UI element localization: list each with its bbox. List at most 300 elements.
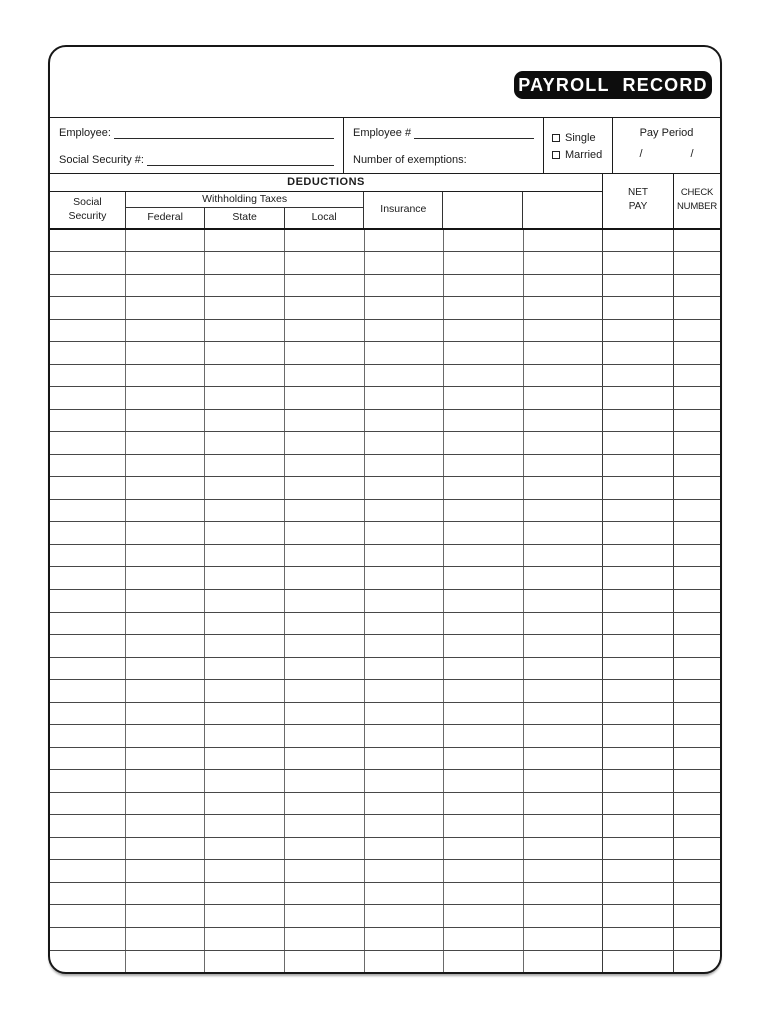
cell-withholding-state[interactable] [205,860,285,882]
cell-check-number[interactable] [674,252,720,274]
cell-deduction-blank-2[interactable] [524,275,603,297]
cell-insurance[interactable] [365,680,444,702]
cell-deduction-blank-2[interactable] [524,951,603,973]
cell-withholding-state[interactable] [205,230,285,252]
cell-social-security[interactable] [50,432,126,454]
cell-social-security[interactable] [50,905,126,927]
cell-insurance[interactable] [365,252,444,274]
cell-social-security[interactable] [50,365,126,387]
cell-check-number[interactable] [674,432,720,454]
cell-net-pay[interactable] [603,365,674,387]
cell-deduction-blank-1[interactable] [444,297,524,319]
cell-social-security[interactable] [50,477,126,499]
cell-social-security[interactable] [50,297,126,319]
cell-withholding-federal[interactable] [126,410,205,432]
cell-withholding-federal[interactable] [126,883,205,905]
cell-withholding-federal[interactable] [126,252,205,274]
cell-withholding-federal[interactable] [126,905,205,927]
cell-withholding-federal[interactable] [126,748,205,770]
cell-withholding-federal[interactable] [126,680,205,702]
cell-deduction-blank-1[interactable] [444,522,524,544]
cell-deduction-blank-2[interactable] [524,613,603,635]
cell-social-security[interactable] [50,252,126,274]
cell-deduction-blank-1[interactable] [444,703,524,725]
cell-withholding-federal[interactable] [126,387,205,409]
cell-net-pay[interactable] [603,342,674,364]
cell-withholding-federal[interactable] [126,545,205,567]
cell-social-security[interactable] [50,793,126,815]
cell-check-number[interactable] [674,680,720,702]
cell-deduction-blank-2[interactable] [524,320,603,342]
cell-deduction-blank-2[interactable] [524,365,603,387]
cell-withholding-local[interactable] [285,432,365,454]
cell-insurance[interactable] [365,320,444,342]
cell-net-pay[interactable] [603,500,674,522]
cell-net-pay[interactable] [603,432,674,454]
cell-check-number[interactable] [674,613,720,635]
cell-deduction-blank-1[interactable] [444,275,524,297]
cell-deduction-blank-1[interactable] [444,905,524,927]
pay-period-date-field[interactable] [639,148,693,160]
cell-withholding-state[interactable] [205,455,285,477]
cell-withholding-state[interactable] [205,432,285,454]
cell-withholding-local[interactable] [285,860,365,882]
cell-deduction-blank-1[interactable] [444,410,524,432]
cell-withholding-state[interactable] [205,815,285,837]
cell-check-number[interactable] [674,748,720,770]
cell-net-pay[interactable] [603,320,674,342]
cell-deduction-blank-1[interactable] [444,432,524,454]
cell-deduction-blank-2[interactable] [524,500,603,522]
cell-net-pay[interactable] [603,613,674,635]
cell-withholding-federal[interactable] [126,658,205,680]
cell-withholding-local[interactable] [285,297,365,319]
cell-net-pay[interactable] [603,410,674,432]
cell-withholding-state[interactable] [205,252,285,274]
cell-social-security[interactable] [50,342,126,364]
cell-withholding-federal[interactable] [126,567,205,589]
cell-social-security[interactable] [50,680,126,702]
cell-social-security[interactable] [50,658,126,680]
cell-withholding-state[interactable] [205,680,285,702]
cell-deduction-blank-1[interactable] [444,455,524,477]
cell-insurance[interactable] [365,838,444,860]
cell-net-pay[interactable] [603,680,674,702]
cell-social-security[interactable] [50,500,126,522]
cell-deduction-blank-1[interactable] [444,230,524,252]
employee-number-field[interactable] [414,126,534,139]
cell-deduction-blank-1[interactable] [444,658,524,680]
cell-insurance[interactable] [365,522,444,544]
cell-deduction-blank-1[interactable] [444,613,524,635]
cell-withholding-local[interactable] [285,838,365,860]
cell-social-security[interactable] [50,928,126,950]
cell-withholding-federal[interactable] [126,793,205,815]
cell-deduction-blank-2[interactable] [524,793,603,815]
cell-deduction-blank-2[interactable] [524,252,603,274]
cell-withholding-local[interactable] [285,567,365,589]
cell-check-number[interactable] [674,567,720,589]
cell-deduction-blank-1[interactable] [444,793,524,815]
cell-withholding-federal[interactable] [126,951,205,973]
cell-social-security[interactable] [50,883,126,905]
cell-net-pay[interactable] [603,567,674,589]
cell-net-pay[interactable] [603,545,674,567]
cell-withholding-local[interactable] [285,455,365,477]
cell-social-security[interactable] [50,455,126,477]
cell-net-pay[interactable] [603,725,674,747]
cell-check-number[interactable] [674,951,720,973]
cell-withholding-state[interactable] [205,590,285,612]
cell-withholding-state[interactable] [205,838,285,860]
cell-deduction-blank-2[interactable] [524,230,603,252]
cell-deduction-blank-1[interactable] [444,748,524,770]
cell-net-pay[interactable] [603,387,674,409]
cell-withholding-local[interactable] [285,658,365,680]
cell-deduction-blank-1[interactable] [444,500,524,522]
cell-withholding-federal[interactable] [126,365,205,387]
cell-insurance[interactable] [365,387,444,409]
cell-deduction-blank-1[interactable] [444,567,524,589]
cell-withholding-state[interactable] [205,365,285,387]
cell-social-security[interactable] [50,613,126,635]
cell-check-number[interactable] [674,815,720,837]
cell-social-security[interactable] [50,815,126,837]
cell-check-number[interactable] [674,477,720,499]
cell-net-pay[interactable] [603,905,674,927]
cell-check-number[interactable] [674,500,720,522]
cell-check-number[interactable] [674,883,720,905]
cell-withholding-state[interactable] [205,928,285,950]
cell-check-number[interactable] [674,635,720,657]
cell-net-pay[interactable] [603,230,674,252]
cell-net-pay[interactable] [603,590,674,612]
cell-withholding-state[interactable] [205,613,285,635]
cell-net-pay[interactable] [603,951,674,973]
cell-deduction-blank-2[interactable] [524,522,603,544]
cell-deduction-blank-2[interactable] [524,567,603,589]
cell-deduction-blank-2[interactable] [524,905,603,927]
cell-withholding-state[interactable] [205,725,285,747]
cell-withholding-federal[interactable] [126,725,205,747]
cell-withholding-state[interactable] [205,793,285,815]
cell-check-number[interactable] [674,275,720,297]
cell-withholding-local[interactable] [285,905,365,927]
cell-withholding-state[interactable] [205,320,285,342]
cell-check-number[interactable] [674,455,720,477]
cell-net-pay[interactable] [603,455,674,477]
cell-deduction-blank-2[interactable] [524,770,603,792]
cell-withholding-local[interactable] [285,703,365,725]
cell-insurance[interactable] [365,703,444,725]
cell-deduction-blank-1[interactable] [444,725,524,747]
cell-check-number[interactable] [674,522,720,544]
cell-net-pay[interactable] [603,703,674,725]
cell-deduction-blank-1[interactable] [444,477,524,499]
cell-social-security[interactable] [50,703,126,725]
cell-deduction-blank-1[interactable] [444,252,524,274]
cell-social-security[interactable] [50,635,126,657]
cell-net-pay[interactable] [603,748,674,770]
cell-check-number[interactable] [674,590,720,612]
cell-withholding-local[interactable] [285,545,365,567]
cell-withholding-federal[interactable] [126,432,205,454]
cell-insurance[interactable] [365,230,444,252]
cell-check-number[interactable] [674,793,720,815]
cell-withholding-federal[interactable] [126,860,205,882]
cell-net-pay[interactable] [603,477,674,499]
cell-withholding-state[interactable] [205,770,285,792]
cell-withholding-state[interactable] [205,905,285,927]
cell-withholding-federal[interactable] [126,297,205,319]
cell-deduction-blank-1[interactable] [444,951,524,973]
cell-check-number[interactable] [674,703,720,725]
cell-social-security[interactable] [50,387,126,409]
cell-check-number[interactable] [674,230,720,252]
cell-deduction-blank-2[interactable] [524,860,603,882]
cell-withholding-local[interactable] [285,725,365,747]
cell-deduction-blank-2[interactable] [524,432,603,454]
cell-deduction-blank-2[interactable] [524,883,603,905]
cell-insurance[interactable] [365,342,444,364]
cell-deduction-blank-1[interactable] [444,860,524,882]
cell-insurance[interactable] [365,590,444,612]
cell-withholding-local[interactable] [285,477,365,499]
cell-withholding-state[interactable] [205,275,285,297]
cell-deduction-blank-2[interactable] [524,342,603,364]
cell-withholding-local[interactable] [285,590,365,612]
cell-check-number[interactable] [674,410,720,432]
cell-social-security[interactable] [50,567,126,589]
cell-deduction-blank-2[interactable] [524,635,603,657]
cell-insurance[interactable] [365,951,444,973]
cell-withholding-local[interactable] [285,252,365,274]
cell-withholding-local[interactable] [285,410,365,432]
cell-social-security[interactable] [50,860,126,882]
cell-insurance[interactable] [365,905,444,927]
cell-withholding-local[interactable] [285,275,365,297]
cell-social-security[interactable] [50,230,126,252]
cell-deduction-blank-2[interactable] [524,928,603,950]
cell-insurance[interactable] [365,635,444,657]
cell-withholding-state[interactable] [205,703,285,725]
cell-check-number[interactable] [674,658,720,680]
cell-net-pay[interactable] [603,770,674,792]
cell-withholding-local[interactable] [285,387,365,409]
cell-check-number[interactable] [674,860,720,882]
cell-withholding-local[interactable] [285,883,365,905]
cell-insurance[interactable] [365,500,444,522]
cell-deduction-blank-2[interactable] [524,680,603,702]
cell-withholding-federal[interactable] [126,320,205,342]
cell-net-pay[interactable] [603,522,674,544]
cell-deduction-blank-1[interactable] [444,883,524,905]
cell-withholding-local[interactable] [285,770,365,792]
cell-withholding-federal[interactable] [126,815,205,837]
cell-deduction-blank-1[interactable] [444,387,524,409]
cell-withholding-local[interactable] [285,635,365,657]
cell-deduction-blank-2[interactable] [524,545,603,567]
cell-deduction-blank-1[interactable] [444,635,524,657]
cell-insurance[interactable] [365,613,444,635]
cell-withholding-state[interactable] [205,951,285,973]
cell-check-number[interactable] [674,928,720,950]
cell-net-pay[interactable] [603,860,674,882]
cell-insurance[interactable] [365,477,444,499]
cell-deduction-blank-2[interactable] [524,387,603,409]
cell-deduction-blank-1[interactable] [444,545,524,567]
cell-withholding-local[interactable] [285,342,365,364]
cell-withholding-federal[interactable] [126,500,205,522]
cell-withholding-state[interactable] [205,567,285,589]
cell-net-pay[interactable] [603,658,674,680]
cell-deduction-blank-1[interactable] [444,838,524,860]
employee-name-field[interactable] [114,126,334,139]
cell-withholding-local[interactable] [285,500,365,522]
cell-withholding-local[interactable] [285,522,365,544]
cell-withholding-state[interactable] [205,500,285,522]
cell-check-number[interactable] [674,297,720,319]
cell-deduction-blank-2[interactable] [524,297,603,319]
cell-withholding-state[interactable] [205,748,285,770]
cell-social-security[interactable] [50,275,126,297]
cell-deduction-blank-1[interactable] [444,365,524,387]
cell-check-number[interactable] [674,365,720,387]
cell-withholding-state[interactable] [205,387,285,409]
cell-withholding-local[interactable] [285,793,365,815]
cell-social-security[interactable] [50,545,126,567]
cell-withholding-federal[interactable] [126,838,205,860]
cell-check-number[interactable] [674,770,720,792]
single-checkbox[interactable] [552,134,560,142]
cell-withholding-federal[interactable] [126,230,205,252]
cell-withholding-federal[interactable] [126,275,205,297]
cell-withholding-local[interactable] [285,680,365,702]
cell-withholding-federal[interactable] [126,770,205,792]
cell-deduction-blank-2[interactable] [524,410,603,432]
cell-withholding-federal[interactable] [126,928,205,950]
cell-social-security[interactable] [50,590,126,612]
cell-withholding-local[interactable] [285,815,365,837]
cell-deduction-blank-2[interactable] [524,703,603,725]
cell-deduction-blank-1[interactable] [444,320,524,342]
cell-net-pay[interactable] [603,928,674,950]
cell-insurance[interactable] [365,455,444,477]
cell-insurance[interactable] [365,748,444,770]
cell-withholding-state[interactable] [205,883,285,905]
cell-deduction-blank-1[interactable] [444,928,524,950]
cell-withholding-state[interactable] [205,477,285,499]
cell-social-security[interactable] [50,522,126,544]
cell-net-pay[interactable] [603,815,674,837]
cell-withholding-federal[interactable] [126,342,205,364]
cell-withholding-federal[interactable] [126,455,205,477]
cell-withholding-federal[interactable] [126,522,205,544]
cell-social-security[interactable] [50,770,126,792]
cell-withholding-local[interactable] [285,951,365,973]
cell-withholding-federal[interactable] [126,477,205,499]
cell-deduction-blank-2[interactable] [524,455,603,477]
cell-check-number[interactable] [674,725,720,747]
cell-deduction-blank-1[interactable] [444,815,524,837]
cell-deduction-blank-2[interactable] [524,748,603,770]
cell-insurance[interactable] [365,567,444,589]
cell-check-number[interactable] [674,387,720,409]
cell-insurance[interactable] [365,545,444,567]
cell-deduction-blank-1[interactable] [444,590,524,612]
cell-withholding-state[interactable] [205,635,285,657]
cell-withholding-local[interactable] [285,928,365,950]
cell-check-number[interactable] [674,320,720,342]
married-checkbox[interactable] [552,151,560,159]
cell-social-security[interactable] [50,951,126,973]
cell-insurance[interactable] [365,928,444,950]
cell-insurance[interactable] [365,770,444,792]
cell-withholding-federal[interactable] [126,590,205,612]
cell-deduction-blank-2[interactable] [524,658,603,680]
cell-insurance[interactable] [365,432,444,454]
cell-check-number[interactable] [674,838,720,860]
cell-withholding-federal[interactable] [126,635,205,657]
cell-deduction-blank-1[interactable] [444,342,524,364]
cell-social-security[interactable] [50,748,126,770]
cell-net-pay[interactable] [603,275,674,297]
cell-insurance[interactable] [365,883,444,905]
cell-withholding-state[interactable] [205,410,285,432]
cell-insurance[interactable] [365,275,444,297]
social-security-field[interactable] [147,153,334,166]
cell-social-security[interactable] [50,725,126,747]
cell-deduction-blank-1[interactable] [444,680,524,702]
cell-net-pay[interactable] [603,883,674,905]
cell-insurance[interactable] [365,725,444,747]
cell-deduction-blank-2[interactable] [524,838,603,860]
cell-check-number[interactable] [674,342,720,364]
cell-withholding-local[interactable] [285,613,365,635]
cell-deduction-blank-2[interactable] [524,725,603,747]
cell-withholding-local[interactable] [285,230,365,252]
cell-deduction-blank-1[interactable] [444,770,524,792]
cell-withholding-state[interactable] [205,658,285,680]
cell-insurance[interactable] [365,658,444,680]
cell-insurance[interactable] [365,815,444,837]
cell-withholding-state[interactable] [205,342,285,364]
cell-insurance[interactable] [365,860,444,882]
cell-insurance[interactable] [365,793,444,815]
cell-deduction-blank-2[interactable] [524,815,603,837]
cell-social-security[interactable] [50,320,126,342]
cell-withholding-state[interactable] [205,522,285,544]
cell-net-pay[interactable] [603,297,674,319]
cell-withholding-local[interactable] [285,748,365,770]
cell-withholding-local[interactable] [285,365,365,387]
cell-net-pay[interactable] [603,252,674,274]
cell-insurance[interactable] [365,297,444,319]
cell-check-number[interactable] [674,545,720,567]
cell-deduction-blank-2[interactable] [524,477,603,499]
cell-net-pay[interactable] [603,635,674,657]
cell-net-pay[interactable] [603,793,674,815]
cell-net-pay[interactable] [603,838,674,860]
cell-deduction-blank-2[interactable] [524,590,603,612]
cell-social-security[interactable] [50,410,126,432]
cell-withholding-federal[interactable] [126,613,205,635]
cell-social-security[interactable] [50,838,126,860]
cell-check-number[interactable] [674,905,720,927]
cell-withholding-state[interactable] [205,545,285,567]
cell-insurance[interactable] [365,365,444,387]
cell-withholding-local[interactable] [285,320,365,342]
